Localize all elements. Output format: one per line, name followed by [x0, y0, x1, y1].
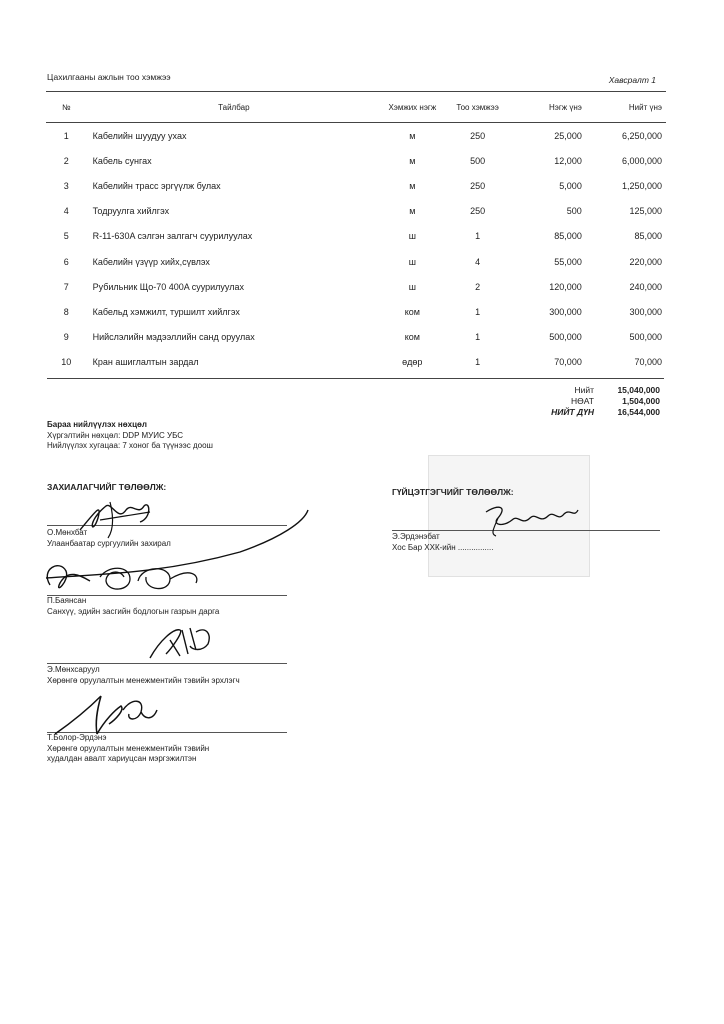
row-unit: м — [409, 180, 416, 191]
signer-title: Улаанбаатар сургуулийн захирал — [47, 538, 171, 548]
row-unit-price: 55,000 — [554, 256, 582, 267]
row-unit: ш — [408, 231, 416, 242]
row-quantity: 1 — [475, 357, 481, 368]
delivery-period: Нийлүүлэх хугацаа: 7 хоног ба түүнээс доош — [47, 441, 213, 450]
col-header-unit-price: Нэгж үнэ — [513, 92, 583, 123]
row-total: 125,000 — [629, 206, 662, 217]
table-row — [46, 325, 666, 350]
row-number: 6 — [63, 256, 69, 267]
row-unit: ком — [404, 306, 420, 317]
row-total: 6,000,000 — [621, 155, 662, 166]
col-header-total: Нийт үнэ — [583, 92, 666, 123]
row-description: Кран ашиглалтын зардал — [92, 357, 199, 368]
row-unit-price: 5,000 — [559, 180, 582, 191]
grand-total-value: 16,544,000 — [617, 407, 660, 417]
table-row — [46, 350, 666, 375]
signature-munkhsaruul — [140, 620, 220, 665]
signer-name: О.Мөнхбат — [47, 528, 88, 537]
table-row — [46, 249, 666, 274]
col-header-unit: Хэмжих нэгж — [382, 92, 443, 123]
row-number: 8 — [63, 306, 69, 317]
signer-name: Э.Эрдэнэбат — [392, 532, 440, 541]
row-total: 85,000 — [634, 231, 662, 242]
table-row — [46, 173, 666, 198]
signature-erdenebat — [478, 500, 598, 540]
col-header-quantity: Тоо хэмжээ — [443, 92, 513, 123]
row-description: Рубильник Що-70 400A суурилуулах — [92, 281, 244, 292]
row-number: 5 — [63, 231, 69, 242]
signer-munkhbat — [47, 528, 171, 549]
row-quantity: 1 — [475, 231, 481, 242]
delivery-condition: Хүргэлтийн нөхцөл: DDP МУИС УБС — [47, 430, 184, 440]
row-description: Тодруулга хийлгэх — [92, 206, 170, 217]
row-number: 4 — [63, 206, 69, 217]
row-unit-price: 25,000 — [554, 130, 582, 141]
signer-erdenebat — [392, 532, 493, 553]
row-quantity: 1 — [475, 332, 481, 343]
contractor-heading: ГҮЙЦЭТГЭГЧИЙГ ТӨЛӨӨЛЖ: — [392, 487, 514, 497]
signer-title: Хөрөнгө оруулалтын менежментийн тэвийн эрхлэгч — [47, 675, 240, 685]
row-quantity: 4 — [475, 256, 481, 267]
row-description: R-11-630A сэлгэн залгагч суурилуулах — [92, 231, 253, 242]
signer-munkhsaruul — [47, 665, 240, 686]
vat-label: НӨАТ — [571, 396, 594, 406]
row-unit: м — [409, 130, 416, 141]
row-total: 1,250,000 — [621, 180, 662, 191]
vat-value: 1,504,000 — [622, 396, 660, 406]
row-unit: ком — [404, 332, 420, 343]
subtotal-label: Нийт — [574, 385, 594, 395]
row-number: 9 — [63, 332, 69, 343]
row-quantity: 250 — [470, 206, 486, 217]
row-unit: ш — [408, 281, 416, 292]
row-quantity: 500 — [470, 155, 486, 166]
row-unit: м — [409, 155, 416, 166]
signer-name: Э.Мөнхсаруул — [47, 665, 100, 674]
row-number: 1 — [63, 130, 69, 141]
row-unit: өдөр — [402, 357, 423, 368]
subtotal-row — [500, 385, 660, 396]
row-unit-price: 300,000 — [549, 306, 582, 317]
signer-bolor-erdene — [47, 733, 209, 765]
table-body — [46, 123, 666, 375]
row-number: 10 — [61, 357, 72, 368]
items-table — [46, 91, 666, 375]
row-number: 7 — [63, 281, 69, 292]
row-description: Кабелийн шуудуу ухах — [92, 130, 187, 141]
row-quantity: 2 — [475, 281, 481, 292]
row-unit: м — [409, 206, 416, 217]
row-total: 220,000 — [629, 256, 662, 267]
row-unit-price: 12,000 — [554, 155, 582, 166]
table-row — [46, 224, 666, 249]
row-description: Кабельд хэмжилт, туршилт хийлгэх — [92, 306, 240, 317]
signer-title: Хөрөнгө оруулалтын менежментийн тэвийн — [47, 743, 210, 753]
col-header-number: № — [46, 92, 87, 123]
row-unit: ш — [408, 256, 416, 267]
signer-title: Хос Бар ХХК-ийн ................ — [392, 542, 494, 552]
table-row — [46, 299, 666, 324]
signer-bayansan — [47, 596, 219, 617]
row-number: 3 — [63, 180, 69, 191]
vat-row — [500, 396, 660, 407]
table-header-row — [46, 92, 666, 123]
row-unit-price: 120,000 — [549, 281, 582, 292]
row-unit-price: 85,000 — [554, 231, 582, 242]
row-number: 2 — [63, 155, 69, 166]
delivery-terms — [47, 420, 213, 452]
row-description: Кабелийн трасс эргүүлж булах — [92, 180, 221, 191]
row-total: 240,000 — [629, 281, 662, 292]
document-title: Цахилгааны ажлын тоо хэмжээ — [47, 72, 171, 82]
signer-name: Т.Болор-Эрдэнэ — [47, 733, 107, 742]
table-bottom-rule — [47, 378, 664, 379]
terms-heading: Бараа нийлүүлэх нөхцөл — [47, 420, 147, 429]
signer-title-line2: худалдан авалт хариуцсан мэргэжилтэн — [47, 754, 197, 763]
grand-total-label: НИЙТ ДҮН — [551, 407, 594, 417]
col-header-description: Тайлбар — [87, 92, 382, 123]
row-description: Кабелийн үзүүр хийх,сүвлэх — [92, 256, 210, 267]
grand-total-row — [500, 407, 660, 418]
row-description: Нийслэлийн мэдээллийн санд оруулах — [92, 332, 255, 343]
subtotal-value: 15,040,000 — [617, 385, 660, 395]
row-total: 500,000 — [629, 332, 662, 343]
row-total: 300,000 — [629, 306, 662, 317]
row-description: Кабель сунгах — [92, 155, 152, 166]
row-unit-price: 500,000 — [549, 332, 582, 343]
signer-name: П.Баянсан — [47, 596, 87, 605]
row-total: 6,250,000 — [621, 130, 662, 141]
row-unit-price: 70,000 — [554, 357, 582, 368]
table-row — [46, 148, 666, 173]
annex-label: Хавсралт 1 — [608, 75, 656, 85]
customer-heading: ЗАХИАЛАГЧИЙГ ТӨЛӨӨЛЖ: — [47, 482, 167, 492]
row-quantity: 250 — [470, 130, 486, 141]
row-quantity: 250 — [470, 180, 486, 191]
row-total: 70,000 — [634, 357, 662, 368]
row-quantity: 1 — [475, 306, 481, 317]
table-row — [46, 123, 666, 149]
table-row — [46, 199, 666, 224]
signer-title: Санхүү, эдийн засгийн бодлогын газрын дарга — [47, 606, 220, 616]
summary-block — [500, 385, 660, 418]
row-unit-price: 500 — [566, 206, 582, 217]
table-row — [46, 274, 666, 299]
